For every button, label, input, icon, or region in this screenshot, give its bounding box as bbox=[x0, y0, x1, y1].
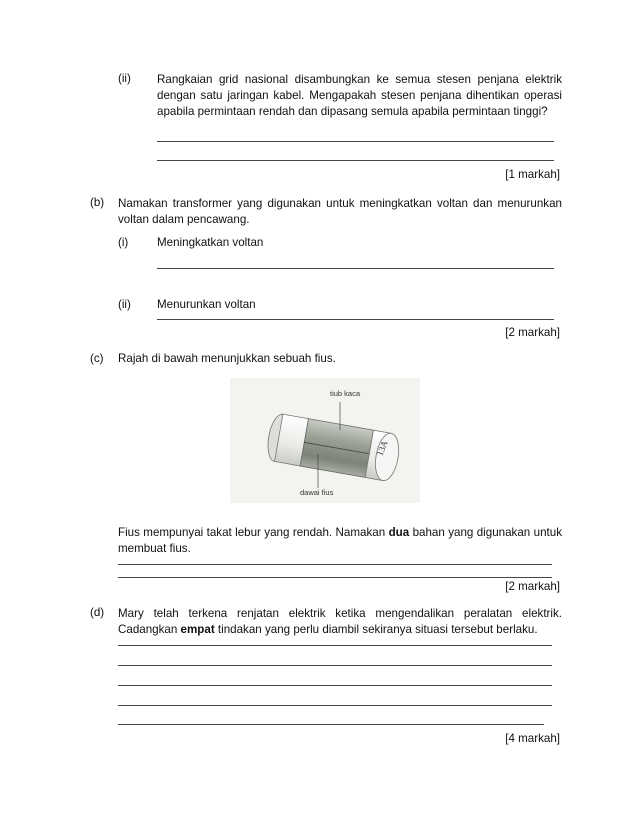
question-b-ii-text: Menurunkan voltan bbox=[157, 298, 256, 311]
question-d-text bbox=[118, 606, 562, 638]
question-b-ii-number: (ii) bbox=[118, 298, 131, 311]
question-b-number: (b) bbox=[90, 196, 105, 209]
question-b-i-text: Meningkatkan voltan bbox=[157, 236, 264, 249]
question-b-i-number: (i) bbox=[118, 236, 129, 249]
answer-line[interactable] bbox=[118, 665, 552, 666]
fuse-rating: 13A bbox=[374, 439, 390, 458]
marks-label: [2 markah] bbox=[505, 326, 560, 339]
fuse-figure bbox=[230, 378, 420, 503]
answer-line[interactable] bbox=[118, 645, 552, 646]
question-b-text: Namakan transformer yang digunakan untuk meningkatkan voltan dan menurunkan voltan dalam pencawang. bbox=[118, 197, 562, 226]
question-c-number: (c) bbox=[90, 352, 104, 365]
answer-line[interactable] bbox=[118, 724, 544, 725]
answer-line[interactable] bbox=[118, 577, 552, 578]
answer-line[interactable] bbox=[118, 705, 552, 706]
marks-label: [2 markah] bbox=[505, 580, 560, 593]
answer-line[interactable] bbox=[118, 564, 552, 565]
answer-line[interactable] bbox=[157, 160, 554, 161]
answer-line[interactable] bbox=[157, 141, 554, 142]
label-dawai-fius: dawai fius bbox=[300, 488, 334, 497]
question-c-post: bahan yang digunakan untuk membuat fius. bbox=[118, 526, 562, 555]
question-c-bold: dua bbox=[388, 526, 410, 539]
question-d-post: tindakan yang perlu diambil sekiranya situasi tersebut berlaku. bbox=[214, 623, 538, 636]
question-c-pre: Fius mempunyai takat lebur yang rendah. Namakan bbox=[118, 526, 389, 539]
question-d-pre: Mary telah terkena renjatan elektrik ketika mengendalikan peralatan elektrik. Cadangkan bbox=[118, 607, 562, 636]
answer-line[interactable] bbox=[157, 319, 554, 320]
label-tiub-kaca: tiub kaca bbox=[330, 389, 361, 398]
answer-line[interactable] bbox=[118, 685, 552, 686]
marks-label: [4 markah] bbox=[505, 732, 560, 745]
answer-line[interactable] bbox=[157, 268, 554, 269]
marks-label: [1 markah] bbox=[505, 168, 560, 181]
question-a-ii-text: Rangkaian grid nasional disambungkan ke semua stesen penjana elektrik dengan satu jaringan kabel. Mengapakah stesen penjana dihentikan operasi apabila permintaan rendah dan dipasang semula apabila permintaan tinggi? bbox=[157, 73, 562, 118]
question-d-number: (d) bbox=[90, 606, 105, 619]
question-a-ii-number: (ii) bbox=[118, 72, 131, 85]
question-d-bold: empat bbox=[180, 623, 215, 636]
question-c-question bbox=[118, 525, 562, 557]
question-c-text: Rajah di bawah menunjukkan sebuah fius. bbox=[118, 352, 336, 365]
